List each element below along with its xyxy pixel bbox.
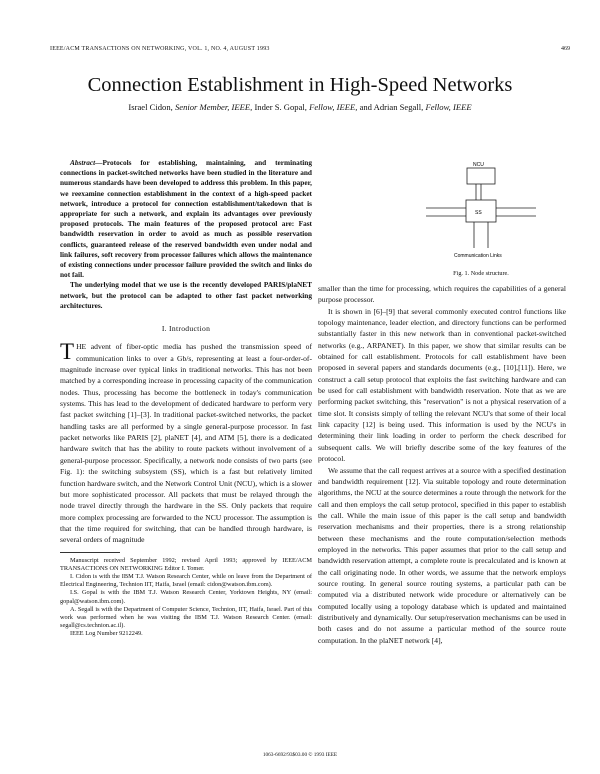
node-structure-figure <box>396 158 566 283</box>
footnote: I. Cidon is with the IBM T.J. Watson Research Center, while on leave from the Department of Electrical Engineering, Technion IIT, Haifa, Israel (email: cidon@watson.ibm.com). <box>60 572 312 589</box>
body-paragraph: We assume that the call request arrives at a source with a specified destination and bandwidth requirement [12]. Via suitable topology and route determination algorithms, the NCU at the source determines a route through the network for the call and then employs the call setup protocol, specified in this paper to establish the call. While the main issue of this paper is the call setup and bandwidth reservation mechanisms and their properties, there is a strong relationship between these mechanisms and the route computation/selection methods employed in the networks. This paper assumes that prior to the call setup and bandwidth reservation attempt, a complete route is precalculated and is known at the call originating node. In other words, we assume that the network employs source routing. In general source routing systems, a particular path can be computed via a distributed network wide procedure or alternatively can be computed locally using a topology database which is updated and maintained distributively and dynamically. Our setup/reservation mechanisms can be used in both cases and do not assume a particular method of the source route computation. In the plaNET network [4], <box>318 465 566 645</box>
author-role: Fellow, IEEE, <box>309 102 358 112</box>
figure-caption: Fig. 1. Node structure. <box>453 270 509 277</box>
body-paragraph: It is shown in [6]–[9] that several commonly executed control functions like topology maintenance, leader election, and directory functions can be performed substantially faster in this new network than in conventional packet-switched networks (e.g., ARPANET). In this paper, we show that similar results can be obtained for call establishment. Protocols for call establishment have been proposed in several papers and standards documents (e.g., [10],[11]). Here, we construct a call setup protocol that exploits the fast switching hardware and can be used for call establishment with bandwidth reservation. Note that as we are performing packet switching, this "reservation" is not a physical reservation of a time slot. It consists simply of telling the relevant NCU's that some of their local link capacity [12] is being used. This information is used by the NCU's in determining their link loading in order to perform the check described for subsequent calls. We will briefly describe some of the key features of the protocol. <box>318 306 566 464</box>
author-name: Inder S. Gopal, <box>254 102 307 112</box>
right-column <box>318 283 566 646</box>
copyright-line: 1063-6692/93$03.00 © 1993 IEEE <box>262 752 338 758</box>
running-head: IEEE/ACM TRANSACTIONS ON NETWORKING, VOL. 1, NO. 4, AUGUST 1993 <box>50 46 270 52</box>
paper-title: Connection Establishment in High-Speed Networks <box>87 74 513 96</box>
author-name: and Adrian Segall, <box>359 102 424 112</box>
drop-cap: T <box>60 339 75 365</box>
footnote: Manuscript received September 1992; revised April 1993; approved by IEEE/ACM TRANSACTIONS ON NETWORKING Editor I. Tomer. <box>60 556 312 572</box>
abstract-paragraph-2: The underlying model that we use is the recently developed PARIS/plaNET network, but the protocol can be adapted to other fast packet networking architectures. <box>60 280 312 310</box>
left-column <box>60 158 312 639</box>
intro-text: HE advent of fiber-optic media has pushed the transmission speed of communication links to over a Gb/s, representing at least a four-order-of-magnitude increase over typical links in traditional networks. This has not been matched by a corresponding increase in processing capacity of the communication nodes. Thus, processing has become the bottleneck in today's communication systems. This has lead to the development of dedicated hardware to perform very fast packet switching [1]–[3]. In traditional packet-switched networks, the packet handling tasks are all performed by a single general-purpose processor. In fast packet networks like PARIS [2], plaNET [4], and ATM [5], there is a dedicated hardware switch that has the ability to route packets without involvement of a general-purpose processor. Specifically, a network node consists of two parts (see Fig. 1): the switching subsystem (SS), which is a fast but relatively limited function hardware switch, and the Network Control Unit (NCU), which is a slower but more sophisticated processor. All packets that must be relayed through the node travel directly through the hardware in the SS. Only packets that require more complex processing are forwarded to the NCU processor. The assumption is that the time required for switching, that can be handled through hardware, is several orders of magnitude <box>60 342 312 545</box>
body-paragraph: smaller than the time for processing, which requires the capabilities of a general purpose processor. <box>318 284 566 305</box>
ncu-box <box>467 168 495 184</box>
footnote-rule <box>60 552 120 553</box>
intro-paragraph <box>60 341 312 545</box>
section-heading: I. Introduction <box>161 324 211 334</box>
author-role: Senior Member, IEEE, <box>174 102 253 112</box>
author-line <box>0 102 600 112</box>
page-number: 469 <box>561 46 570 52</box>
ncu-label: NCU <box>473 162 484 168</box>
node-diagram <box>396 158 566 268</box>
author-role: Fellow, IEEE <box>425 102 472 112</box>
footnote: A. Segall is with the Department of Computer Science, Technion, IIT, Haifa, Israel. Part of this work was performed when he was visiting the IBM T.J. Watson Research Center. (email: segall@cs.technion.ac.il). <box>60 605 312 630</box>
author-name: Israel Cidon, <box>128 102 173 112</box>
footnote: IEEE Log Number 9212249. <box>70 630 143 638</box>
abstract-paragraph <box>60 158 312 280</box>
abstract-label: Abstract <box>70 158 96 167</box>
links-label: Communication Links <box>454 253 502 259</box>
footnote: I.S. Gopal is with the IBM T.J. Watson Research Center, Yorktown Heights, NY (email: gopal@watson.ibm.com). <box>60 589 312 605</box>
abstract-text: —Protocols for establishing, maintaining, and terminating connections in packet-switched networks have been studied in the literature and numerous standards have been developed to address this problem. In this paper, we reexamine connection establishment in the context of a high-speed packet network, introduce a protocol for connection establishment/takedown that is appropriate for such a network, and explain its advantages over previously proposed protocols. The main features of the proposed protocol are: Fast bandwidth reservation in order to avoid as much as possible reservation conflicts, guaranteed release of the reserved bandwidth even under nodal and link failures, soft recovery from processor failures which allows the maintenance of existing connections under processor failure provided the switch and links do not fail. <box>60 158 312 280</box>
ss-label: SS <box>475 210 482 216</box>
